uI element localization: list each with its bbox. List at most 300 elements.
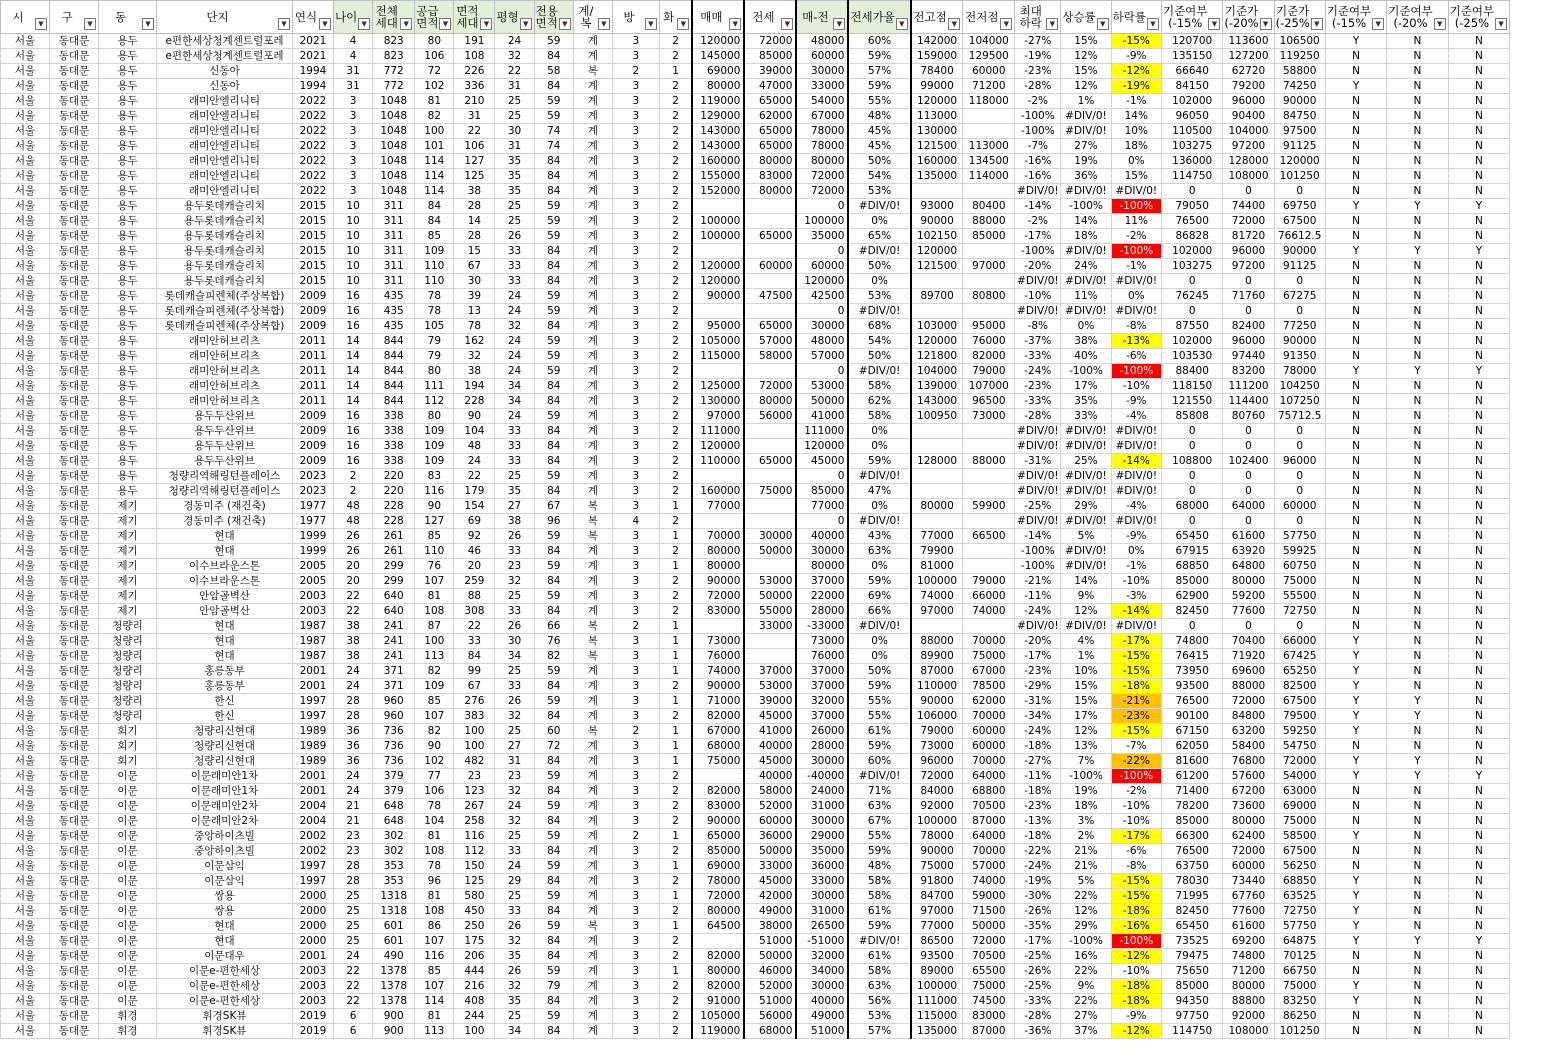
- table-cell[interactable]: 동대문: [50, 874, 99, 889]
- table-cell[interactable]: 1: [659, 919, 692, 934]
- table-cell[interactable]: 제기: [99, 544, 157, 559]
- table-cell[interactable]: N: [1325, 859, 1386, 874]
- table-cell[interactable]: 12%: [1061, 49, 1111, 64]
- table-cell[interactable]: 3: [612, 544, 659, 559]
- table-cell[interactable]: 66300: [1161, 829, 1222, 844]
- table-cell[interactable]: [963, 544, 1015, 559]
- table-cell[interactable]: 래미안허브리츠: [157, 334, 293, 349]
- table-cell[interactable]: 72000: [963, 934, 1015, 949]
- table-cell[interactable]: 63525: [1274, 889, 1325, 904]
- table-cell[interactable]: 84: [415, 214, 454, 229]
- table-cell[interactable]: -51000: [796, 934, 848, 949]
- table-cell[interactable]: 동대문: [50, 109, 99, 124]
- table-cell[interactable]: 9%: [1061, 979, 1111, 994]
- table-cell[interactable]: N: [1325, 619, 1386, 634]
- column-header[interactable]: [1111, 1, 1161, 34]
- table-cell[interactable]: 3: [612, 874, 659, 889]
- table-cell[interactable]: 0%: [1111, 544, 1161, 559]
- table-cell[interactable]: N: [1387, 919, 1448, 934]
- table-cell[interactable]: 93000: [911, 199, 963, 214]
- table-cell[interactable]: 동대문: [50, 259, 99, 274]
- table-cell[interactable]: 70000: [963, 844, 1015, 859]
- table-cell[interactable]: -19%: [1015, 874, 1061, 889]
- table-cell[interactable]: N: [1448, 979, 1509, 994]
- table-cell[interactable]: 55000: [744, 604, 796, 619]
- table-cell[interactable]: 2019: [293, 1024, 334, 1039]
- table-cell[interactable]: 25: [495, 109, 534, 124]
- table-cell[interactable]: Y: [1448, 934, 1509, 949]
- table-cell[interactable]: 2: [659, 484, 692, 499]
- table-cell[interactable]: 57%: [848, 1024, 910, 1039]
- table-cell[interactable]: 2003: [293, 979, 334, 994]
- table-cell[interactable]: 55%: [848, 709, 910, 724]
- table-cell[interactable]: 67: [534, 499, 573, 514]
- table-cell[interactable]: 이문삼익: [157, 859, 293, 874]
- table-cell[interactable]: 1%: [1061, 94, 1111, 109]
- table-cell[interactable]: 0: [1274, 619, 1325, 634]
- table-cell[interactable]: 71%: [848, 784, 910, 799]
- table-cell[interactable]: 87000: [911, 664, 963, 679]
- table-cell[interactable]: 65450: [1161, 529, 1222, 544]
- table-cell[interactable]: 서울: [1, 784, 50, 799]
- table-cell[interactable]: 10%: [1061, 664, 1111, 679]
- table-cell[interactable]: 104000: [911, 364, 963, 379]
- table-cell[interactable]: -26%: [1015, 904, 1061, 919]
- column-header[interactable]: [1061, 1, 1111, 34]
- table-cell[interactable]: 89000: [911, 964, 963, 979]
- table-cell[interactable]: 0: [1223, 424, 1274, 439]
- table-cell[interactable]: 용두: [99, 439, 157, 454]
- table-cell[interactable]: 73000: [692, 634, 744, 649]
- table-cell[interactable]: Y: [1325, 199, 1386, 214]
- table-cell[interactable]: 78: [415, 799, 454, 814]
- table-cell[interactable]: 2: [659, 769, 692, 784]
- table-cell[interactable]: 81: [415, 94, 454, 109]
- table-cell[interactable]: 59: [534, 94, 573, 109]
- table-cell[interactable]: 29%: [1061, 919, 1111, 934]
- table-cell[interactable]: 35: [495, 484, 534, 499]
- table-cell[interactable]: 109: [415, 679, 454, 694]
- table-cell[interactable]: 74: [534, 139, 573, 154]
- table-cell[interactable]: -22%: [1111, 754, 1161, 769]
- table-cell[interactable]: 107: [415, 709, 454, 724]
- table-cell[interactable]: #DIV/0!: [1015, 619, 1061, 634]
- filter-dropdown-icon[interactable]: [319, 18, 331, 30]
- table-cell[interactable]: 서울: [1, 289, 50, 304]
- table-cell[interactable]: 60000: [963, 724, 1015, 739]
- table-cell[interactable]: 1987: [293, 634, 334, 649]
- table-cell[interactable]: 1: [659, 724, 692, 739]
- table-cell[interactable]: 1999: [293, 529, 334, 544]
- table-cell[interactable]: 68%: [848, 319, 910, 334]
- table-cell[interactable]: 90000: [692, 289, 744, 304]
- filter-dropdown-icon[interactable]: [1147, 18, 1159, 30]
- table-cell[interactable]: 26: [334, 544, 373, 559]
- table-cell[interactable]: 서울: [1, 349, 50, 364]
- table-cell[interactable]: 79: [415, 334, 454, 349]
- table-cell[interactable]: 2022: [293, 139, 334, 154]
- table-cell[interactable]: 계: [573, 694, 612, 709]
- table-cell[interactable]: 64000: [963, 769, 1015, 784]
- table-cell[interactable]: 신동아: [157, 79, 293, 94]
- table-cell[interactable]: 22: [495, 64, 534, 79]
- table-cell[interactable]: 83000: [963, 1009, 1015, 1024]
- table-cell[interactable]: 110: [415, 274, 454, 289]
- table-cell[interactable]: 37000: [796, 709, 848, 724]
- table-cell[interactable]: 14%: [1061, 574, 1111, 589]
- table-cell[interactable]: 32: [495, 709, 534, 724]
- table-cell[interactable]: 160000: [692, 484, 744, 499]
- table-cell[interactable]: 71400: [1161, 784, 1222, 799]
- table-cell[interactable]: 0: [1161, 439, 1222, 454]
- table-cell[interactable]: 75000: [963, 979, 1015, 994]
- table-cell[interactable]: N: [1448, 664, 1509, 679]
- table-cell[interactable]: 112: [415, 394, 454, 409]
- table-cell[interactable]: 서울: [1, 79, 50, 94]
- table-cell[interactable]: 127200: [1223, 49, 1274, 64]
- column-header[interactable]: [534, 1, 573, 34]
- table-cell[interactable]: 휘경SK뷰: [157, 1009, 293, 1024]
- table-cell[interactable]: 2: [659, 979, 692, 994]
- table-cell[interactable]: 2015: [293, 214, 334, 229]
- table-cell[interactable]: 래미안허브리츠: [157, 349, 293, 364]
- table-cell[interactable]: 77: [415, 769, 454, 784]
- table-cell[interactable]: 동대문: [50, 529, 99, 544]
- table-cell[interactable]: -4%: [1111, 409, 1161, 424]
- table-cell[interactable]: 2: [659, 679, 692, 694]
- table-cell[interactable]: 2005: [293, 559, 334, 574]
- table-cell[interactable]: 81: [415, 1009, 454, 1024]
- table-cell[interactable]: 114750: [1161, 1024, 1222, 1039]
- table-cell[interactable]: 0: [1161, 514, 1222, 529]
- table-cell[interactable]: 제기: [99, 499, 157, 514]
- table-cell[interactable]: 서울: [1, 709, 50, 724]
- table-cell[interactable]: N: [1448, 859, 1509, 874]
- table-cell[interactable]: N: [1448, 454, 1509, 469]
- table-cell[interactable]: 59%: [848, 679, 910, 694]
- table-cell[interactable]: [744, 559, 796, 574]
- table-cell[interactable]: 3: [612, 634, 659, 649]
- table-cell[interactable]: 제기: [99, 589, 157, 604]
- table-cell[interactable]: -33000: [796, 619, 848, 634]
- table-cell[interactable]: 435: [373, 304, 415, 319]
- table-cell[interactable]: 42500: [796, 289, 848, 304]
- table-cell[interactable]: 75712.5: [1274, 409, 1325, 424]
- table-cell[interactable]: 338: [373, 424, 415, 439]
- table-cell[interactable]: 79200: [1223, 79, 1274, 94]
- table-cell[interactable]: 서울: [1, 379, 50, 394]
- table-cell[interactable]: 0: [1223, 274, 1274, 289]
- table-cell[interactable]: 80000: [744, 394, 796, 409]
- table-cell[interactable]: 244: [454, 1009, 495, 1024]
- table-cell[interactable]: N: [1448, 439, 1509, 454]
- table-cell[interactable]: #DIV/0!: [1061, 184, 1111, 199]
- table-cell[interactable]: 계: [573, 214, 612, 229]
- table-cell[interactable]: 91125: [1274, 139, 1325, 154]
- table-cell[interactable]: N: [1448, 544, 1509, 559]
- column-header[interactable]: [99, 1, 157, 34]
- table-cell[interactable]: 38000: [744, 919, 796, 934]
- table-cell[interactable]: 동대문: [50, 994, 99, 1009]
- table-cell[interactable]: N: [1448, 319, 1509, 334]
- table-cell[interactable]: #DIV/0!: [1111, 619, 1161, 634]
- table-cell[interactable]: 67000: [963, 664, 1015, 679]
- table-cell[interactable]: 88000: [1223, 679, 1274, 694]
- table-cell[interactable]: 1977: [293, 499, 334, 514]
- table-cell[interactable]: 2: [659, 109, 692, 124]
- table-cell[interactable]: 36: [334, 724, 373, 739]
- table-cell[interactable]: -16%: [1015, 154, 1061, 169]
- table-cell[interactable]: 3: [612, 574, 659, 589]
- filter-dropdown-icon[interactable]: [559, 18, 571, 30]
- table-cell[interactable]: [963, 109, 1015, 124]
- table-cell[interactable]: 27: [495, 499, 534, 514]
- table-cell[interactable]: 67500: [1274, 844, 1325, 859]
- table-cell[interactable]: 16: [334, 319, 373, 334]
- table-cell[interactable]: N: [1387, 379, 1448, 394]
- table-cell[interactable]: 120000: [911, 94, 963, 109]
- table-cell[interactable]: 서울: [1, 769, 50, 784]
- table-cell[interactable]: 2: [659, 844, 692, 859]
- filter-dropdown-icon[interactable]: [520, 18, 532, 30]
- table-cell[interactable]: 3: [612, 1024, 659, 1039]
- table-cell[interactable]: 127: [415, 514, 454, 529]
- filter-dropdown-icon[interactable]: [781, 18, 793, 30]
- table-cell[interactable]: 25: [495, 199, 534, 214]
- table-cell[interactable]: 계: [573, 259, 612, 274]
- table-cell[interactable]: 34: [495, 1024, 534, 1039]
- table-cell[interactable]: 서울: [1, 514, 50, 529]
- table-cell[interactable]: N: [1448, 184, 1509, 199]
- table-cell[interactable]: 103275: [1161, 139, 1222, 154]
- table-cell[interactable]: 900: [373, 1009, 415, 1024]
- table-cell[interactable]: 58800: [1274, 64, 1325, 79]
- table-cell[interactable]: 계: [573, 319, 612, 334]
- table-cell[interactable]: N: [1387, 124, 1448, 139]
- table-cell[interactable]: 22%: [1061, 994, 1111, 1009]
- table-cell[interactable]: 이문래미안2차: [157, 799, 293, 814]
- table-cell[interactable]: -2%: [1015, 94, 1061, 109]
- table-cell[interactable]: 중앙하이츠빌: [157, 844, 293, 859]
- table-cell[interactable]: N: [1448, 634, 1509, 649]
- table-cell[interactable]: 115000: [911, 1009, 963, 1024]
- filter-dropdown-icon[interactable]: [677, 18, 689, 30]
- table-cell[interactable]: 4: [334, 34, 373, 49]
- table-cell[interactable]: 960: [373, 709, 415, 724]
- table-cell[interactable]: 22: [334, 589, 373, 604]
- table-cell[interactable]: N: [1448, 724, 1509, 739]
- table-cell[interactable]: 120000: [692, 34, 744, 49]
- table-cell[interactable]: N: [1325, 604, 1386, 619]
- table-cell[interactable]: #DIV/0!: [1061, 559, 1111, 574]
- table-cell[interactable]: -100%: [1015, 559, 1061, 574]
- table-cell[interactable]: N: [1387, 349, 1448, 364]
- table-cell[interactable]: 82: [415, 724, 454, 739]
- table-cell[interactable]: N: [1387, 799, 1448, 814]
- table-cell[interactable]: 48: [454, 439, 495, 454]
- table-cell[interactable]: N: [1448, 424, 1509, 439]
- table-cell[interactable]: 84000: [911, 784, 963, 799]
- table-cell[interactable]: [692, 514, 744, 529]
- table-cell[interactable]: 22: [334, 979, 373, 994]
- table-cell[interactable]: 10: [334, 274, 373, 289]
- table-cell[interactable]: 102: [415, 79, 454, 94]
- table-cell[interactable]: N: [1448, 379, 1509, 394]
- table-cell[interactable]: -23%: [1015, 64, 1061, 79]
- table-cell[interactable]: 79900: [911, 544, 963, 559]
- table-cell[interactable]: 용두두산위브: [157, 409, 293, 424]
- table-cell[interactable]: 84: [534, 49, 573, 64]
- table-cell[interactable]: 379: [373, 784, 415, 799]
- table-cell[interactable]: 120000: [1274, 154, 1325, 169]
- table-cell[interactable]: N: [1325, 424, 1386, 439]
- table-cell[interactable]: -15%: [1111, 889, 1161, 904]
- table-cell[interactable]: 12%: [1061, 904, 1111, 919]
- table-cell[interactable]: 휘경: [99, 1024, 157, 1039]
- table-cell[interactable]: 서울: [1, 829, 50, 844]
- table-cell[interactable]: 동대문: [50, 784, 99, 799]
- table-cell[interactable]: 66%: [848, 604, 910, 619]
- filter-dropdown-icon[interactable]: [598, 18, 610, 30]
- table-cell[interactable]: -22%: [1015, 844, 1061, 859]
- table-cell[interactable]: 19%: [1061, 784, 1111, 799]
- table-cell[interactable]: [963, 559, 1015, 574]
- table-cell[interactable]: 96: [415, 874, 454, 889]
- table-cell[interactable]: 롯데캐슬피렌체(주상복합): [157, 304, 293, 319]
- table-cell[interactable]: 용두: [99, 244, 157, 259]
- table-cell[interactable]: -9%: [1111, 49, 1161, 64]
- table-cell[interactable]: -25%: [1015, 499, 1061, 514]
- table-cell[interactable]: 107: [415, 934, 454, 949]
- table-cell[interactable]: 102000: [1161, 94, 1222, 109]
- table-cell[interactable]: 용두: [99, 379, 157, 394]
- table-cell[interactable]: 1: [659, 739, 692, 754]
- table-cell[interactable]: 계: [573, 169, 612, 184]
- table-cell[interactable]: 53%: [848, 184, 910, 199]
- table-cell[interactable]: 60%: [848, 754, 910, 769]
- table-cell[interactable]: 청량리역해링턴플레이스: [157, 484, 293, 499]
- table-cell[interactable]: -1%: [1111, 94, 1161, 109]
- table-cell[interactable]: 114750: [1161, 169, 1222, 184]
- table-cell[interactable]: 89900: [911, 649, 963, 664]
- table-cell[interactable]: 30000: [796, 319, 848, 334]
- table-cell[interactable]: 79050: [1161, 199, 1222, 214]
- table-cell[interactable]: 17%: [1061, 709, 1111, 724]
- table-cell[interactable]: 동대문: [50, 649, 99, 664]
- table-cell[interactable]: 108: [415, 844, 454, 859]
- table-cell[interactable]: #DIV/0!: [848, 244, 910, 259]
- table-cell[interactable]: 84: [534, 574, 573, 589]
- table-cell[interactable]: 90000: [692, 574, 744, 589]
- table-cell[interactable]: Y: [1325, 754, 1386, 769]
- table-cell[interactable]: 143000: [692, 139, 744, 154]
- table-cell[interactable]: -31%: [1015, 694, 1061, 709]
- table-cell[interactable]: N: [1448, 529, 1509, 544]
- table-cell[interactable]: 66000: [1274, 634, 1325, 649]
- table-cell[interactable]: 서울: [1, 694, 50, 709]
- table-cell[interactable]: 2: [659, 544, 692, 559]
- table-cell[interactable]: 120000: [911, 244, 963, 259]
- table-cell[interactable]: 76000: [963, 334, 1015, 349]
- table-cell[interactable]: 2: [659, 94, 692, 109]
- table-cell[interactable]: 250: [454, 919, 495, 934]
- table-cell[interactable]: Y: [1387, 694, 1448, 709]
- table-cell[interactable]: -26%: [1015, 964, 1061, 979]
- column-header[interactable]: [1448, 1, 1509, 34]
- table-cell[interactable]: 38: [334, 619, 373, 634]
- table-cell[interactable]: 139000: [911, 379, 963, 394]
- table-cell[interactable]: 회기: [99, 739, 157, 754]
- table-cell[interactable]: 0%: [848, 214, 910, 229]
- table-cell[interactable]: 85808: [1161, 409, 1222, 424]
- table-cell[interactable]: Y: [1325, 679, 1386, 694]
- table-cell[interactable]: 서울: [1, 859, 50, 874]
- table-cell[interactable]: 청량리신현대: [157, 739, 293, 754]
- table-cell[interactable]: Y: [1387, 244, 1448, 259]
- table-cell[interactable]: 55%: [848, 829, 910, 844]
- table-cell[interactable]: 844: [373, 379, 415, 394]
- column-header[interactable]: [50, 1, 99, 34]
- table-cell[interactable]: 111000: [796, 424, 848, 439]
- table-cell[interactable]: N: [1448, 559, 1509, 574]
- table-cell[interactable]: 99: [454, 664, 495, 679]
- table-cell[interactable]: 160000: [692, 154, 744, 169]
- column-header[interactable]: [334, 1, 373, 34]
- table-cell[interactable]: 82500: [1274, 679, 1325, 694]
- table-cell[interactable]: 58400: [1223, 739, 1274, 754]
- filter-dropdown-icon[interactable]: [1097, 18, 1109, 30]
- table-cell[interactable]: 이문: [99, 859, 157, 874]
- table-cell[interactable]: 220: [373, 469, 415, 484]
- table-cell[interactable]: 97200: [1223, 259, 1274, 274]
- table-cell[interactable]: 47000: [744, 79, 796, 94]
- table-cell[interactable]: 1: [659, 634, 692, 649]
- table-cell[interactable]: 32: [495, 574, 534, 589]
- filter-dropdown-icon[interactable]: [645, 18, 657, 30]
- table-cell[interactable]: 22000: [796, 589, 848, 604]
- table-cell[interactable]: 10: [334, 229, 373, 244]
- table-cell[interactable]: 서울: [1, 814, 50, 829]
- table-cell[interactable]: N: [1387, 184, 1448, 199]
- table-cell[interactable]: -27%: [1015, 754, 1061, 769]
- table-cell[interactable]: 래미안엘리니티: [157, 139, 293, 154]
- table-cell[interactable]: 65000: [744, 319, 796, 334]
- table-cell[interactable]: N: [1325, 334, 1386, 349]
- table-cell[interactable]: #DIV/0!: [1015, 184, 1061, 199]
- table-cell[interactable]: 308: [454, 604, 495, 619]
- table-cell[interactable]: -31%: [1015, 454, 1061, 469]
- table-cell[interactable]: 이문: [99, 949, 157, 964]
- table-cell[interactable]: 226: [454, 64, 495, 79]
- table-cell[interactable]: #DIV/0!: [1061, 244, 1111, 259]
- table-cell[interactable]: 서울: [1, 319, 50, 334]
- table-cell[interactable]: 371: [373, 664, 415, 679]
- table-cell[interactable]: 1987: [293, 619, 334, 634]
- column-header[interactable]: [495, 1, 534, 34]
- table-cell[interactable]: 142000: [911, 34, 963, 49]
- table-cell[interactable]: 33: [495, 424, 534, 439]
- table-cell[interactable]: 78: [454, 319, 495, 334]
- table-cell[interactable]: 103530: [1161, 349, 1222, 364]
- table-cell[interactable]: 서울: [1, 964, 50, 979]
- table-cell[interactable]: 72750: [1274, 604, 1325, 619]
- table-cell[interactable]: 113000: [911, 109, 963, 124]
- table-cell[interactable]: 용두두산위브: [157, 454, 293, 469]
- table-cell[interactable]: 25: [495, 469, 534, 484]
- table-cell[interactable]: 80000: [1223, 979, 1274, 994]
- table-cell[interactable]: 96000: [911, 754, 963, 769]
- table-cell[interactable]: 60000: [744, 259, 796, 274]
